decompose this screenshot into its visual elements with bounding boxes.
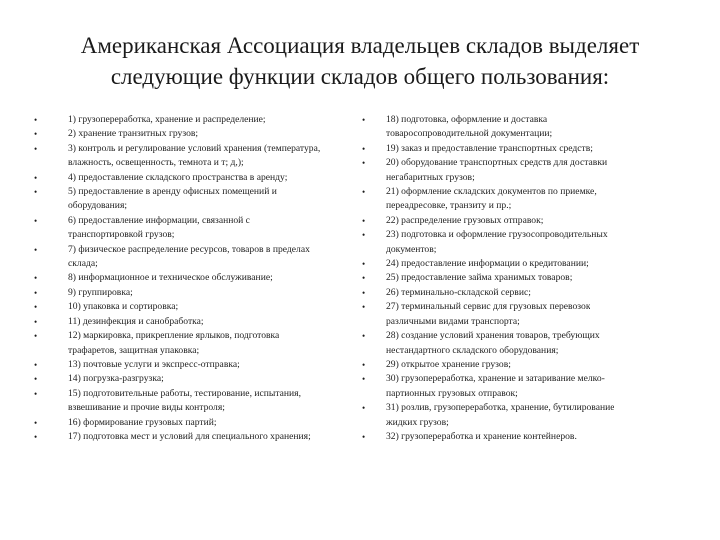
list-item-text xyxy=(386,286,531,300)
list-item xyxy=(362,185,682,214)
list-item-line: 12) маркировка, прикрепление ярлыков, подготовка xyxy=(68,330,280,342)
list-item-line: 9) группировка; xyxy=(68,286,133,298)
list-item-line: 30) грузопереработка, хранение и затаривание мелко- xyxy=(386,373,605,385)
list-item xyxy=(362,142,682,156)
list-item-line: 2) хранение транзитных грузов; xyxy=(68,128,199,140)
list-item-text xyxy=(68,171,287,185)
slide-title-line-1: Американская Ассоциация владельцев складов выделяет xyxy=(80,33,640,58)
bullet-icon: • xyxy=(362,359,366,370)
list-item xyxy=(362,214,682,228)
list-item-text xyxy=(386,430,577,444)
bullet-icon: • xyxy=(362,187,366,198)
list-item-line: 1) грузопереработка, хранение и распределение; xyxy=(68,114,266,125)
list-item-text xyxy=(68,329,279,358)
list-item xyxy=(362,286,682,300)
list-item xyxy=(362,401,682,430)
list-item xyxy=(34,358,364,372)
list-item-text xyxy=(386,271,572,285)
list-item-line: 10) упаковка и сортировка; xyxy=(68,301,179,313)
slide-title xyxy=(40,30,680,92)
bullet-icon: • xyxy=(362,431,366,442)
list-item-line: 6) предоставление информации, связанной с xyxy=(68,214,250,226)
list-item-line: 17) подготовка мест и условий для специального хранения; xyxy=(68,430,311,442)
list-item xyxy=(34,243,364,272)
list-item xyxy=(362,113,682,142)
list-item-text xyxy=(68,214,250,243)
list-item-text xyxy=(386,156,607,185)
bullet-icon: • xyxy=(34,215,38,226)
bullet-icon: • xyxy=(362,374,366,385)
list-item-line: 19) заказ и предоставление транспортных средств; xyxy=(386,142,593,154)
list-item-line: партионных грузовых отправок; xyxy=(386,387,518,399)
list-item xyxy=(34,113,364,127)
slide-title-line-2: следующие функции складов общего пользования: xyxy=(110,64,610,89)
list-item-text xyxy=(68,271,273,285)
list-item-text xyxy=(386,142,593,156)
list-item-text xyxy=(68,185,277,214)
list-item-line: влажность, освещенность, темнота и т; д,); xyxy=(68,157,244,169)
bullet-icon: • xyxy=(34,129,38,140)
list-item xyxy=(34,142,364,171)
list-item xyxy=(34,416,364,430)
list-item xyxy=(34,372,364,386)
bullet-icon: • xyxy=(34,302,38,313)
bullet-icon: • xyxy=(362,302,366,313)
list-item-line: нестандартного складского оборудования; xyxy=(386,344,559,356)
list-item xyxy=(362,300,682,329)
list-item-line: 14) погрузка-разгрузка; xyxy=(68,373,164,385)
list-item-text xyxy=(386,329,600,358)
list-item-text xyxy=(386,372,605,401)
list-item-line: склада; xyxy=(68,258,98,270)
list-item xyxy=(34,185,364,214)
list-item xyxy=(362,358,682,372)
list-item-line: переадресовке, транзиту и пр.; xyxy=(386,200,512,212)
list-item-text xyxy=(68,286,133,300)
list-item-line: транспортировкой грузов; xyxy=(68,229,175,241)
list-item xyxy=(34,300,364,314)
bullet-icon: • xyxy=(34,115,38,125)
bullet-icon: • xyxy=(34,244,38,255)
bullet-icon: • xyxy=(34,388,38,399)
list-item xyxy=(34,214,364,243)
list-item-line: оборудования; xyxy=(68,200,128,212)
list-item-text xyxy=(386,300,590,329)
list-item-text xyxy=(386,358,511,372)
list-item-line: 7) физическое распределение ресурсов, товаров в пределах xyxy=(68,243,310,255)
list-item-line: 27) терминальный сервис для грузовых перевозок xyxy=(386,301,591,313)
bullet-icon: • xyxy=(362,403,366,414)
list-item-line: документов; xyxy=(386,243,437,255)
list-item xyxy=(34,430,364,444)
list-item xyxy=(34,286,364,300)
list-item xyxy=(362,372,682,401)
bullet-icon: • xyxy=(34,431,38,442)
list-item-text xyxy=(68,372,164,386)
list-item xyxy=(362,257,682,271)
list-item xyxy=(34,271,364,285)
list-item xyxy=(362,271,682,285)
list-item-line: жидких грузов; xyxy=(386,416,449,428)
list-item-line: 23) подготовка и оформление грузосопроводительных xyxy=(386,229,608,241)
list-item xyxy=(362,430,682,444)
list-item-line: товаросопроводительной документации; xyxy=(386,128,553,140)
bullet-icon: • xyxy=(34,187,38,198)
bullet-icon: • xyxy=(362,273,366,284)
list-item-text xyxy=(386,401,614,430)
list-item-line: 13) почтовые услуги и экспресс-отправка; xyxy=(68,358,240,370)
bullet-icon: • xyxy=(34,316,38,327)
list-item-line: взвешивание и прочие виды контроля; xyxy=(68,402,225,414)
list-item-line: различными видами транспорта; xyxy=(386,315,520,327)
list-item-line: 4) предоставление складского пространства в аренду; xyxy=(68,171,288,183)
list-item-text xyxy=(68,387,301,416)
bullet-icon: • xyxy=(362,215,366,226)
list-item-line: 31) розлив, грузопереработка, хранение, бутилирование xyxy=(386,402,615,414)
bullet-icon: • xyxy=(34,172,38,183)
list-item-text xyxy=(386,113,552,142)
list-item-text xyxy=(68,142,320,171)
list-item xyxy=(34,171,364,185)
list-item-line: негабаритных грузов; xyxy=(386,171,475,183)
bullet-icon: • xyxy=(362,115,366,125)
list-item-line: 5) предоставление в аренду офисных помещений и xyxy=(68,186,277,198)
list-item-line: 11) дезинфекция и санобработка; xyxy=(68,315,204,327)
list-item-text xyxy=(386,185,597,214)
list-item xyxy=(362,156,682,185)
list-item-line: трафаретов, защитная упаковка; xyxy=(68,344,200,356)
list-item-text xyxy=(68,300,178,314)
list-item-text xyxy=(386,257,589,271)
list-item-text xyxy=(68,430,311,444)
bullet-icon: • xyxy=(34,374,38,385)
list-item-text xyxy=(68,315,204,329)
list-item-text xyxy=(68,416,217,430)
list-item-text xyxy=(386,228,608,257)
list-item-line: 21) оформление складских документов по приемке, xyxy=(386,186,597,198)
list-item xyxy=(362,228,682,257)
list-item xyxy=(34,315,364,329)
list-item-text xyxy=(68,127,198,141)
list-item-line: 24) предоставление информации о кредитовании; xyxy=(386,258,589,270)
list-item-line: 3) контроль и регулирование условий хранения (температура, xyxy=(68,142,321,154)
bullet-icon: • xyxy=(34,273,38,284)
bullet-icon: • xyxy=(362,143,366,154)
bullet-icon: • xyxy=(362,331,366,342)
bullet-icon: • xyxy=(34,287,38,298)
bullet-icon: • xyxy=(34,143,38,154)
list-item-line: 26) терминально-складской сервис; xyxy=(386,286,531,298)
list-item-line: 8) информационное и техническое обслуживание; xyxy=(68,272,273,284)
list-item-text xyxy=(68,113,266,127)
list-item xyxy=(34,387,364,416)
right-column-list xyxy=(362,113,682,444)
bullet-icon: • xyxy=(362,158,366,169)
list-item-line: 18) подготовка, оформление и доставка xyxy=(386,114,548,125)
list-item xyxy=(362,329,682,358)
left-column-list xyxy=(34,113,364,444)
list-item-line: 22) распределение грузовых отправок; xyxy=(386,214,544,226)
bullet-icon: • xyxy=(362,287,366,298)
bullet-icon: • xyxy=(34,331,38,342)
list-item-line: 28) создание условий хранения товаров, требующих xyxy=(386,330,600,342)
bullet-icon: • xyxy=(34,359,38,370)
bullet-icon: • xyxy=(34,417,38,428)
list-item-text xyxy=(386,214,543,228)
list-item-text xyxy=(68,243,310,272)
list-item xyxy=(34,127,364,141)
bullet-icon: • xyxy=(362,230,366,241)
list-item xyxy=(34,329,364,358)
list-item-text xyxy=(68,358,240,372)
list-item-line: 15) подготовительные работы, тестирование, испытания, xyxy=(68,387,301,399)
list-item-line: 16) формирование грузовых партий; xyxy=(68,416,217,428)
list-item-line: 32) грузопереработка и хранение контейнеров. xyxy=(386,430,577,442)
bullet-icon: • xyxy=(362,259,366,270)
list-item-line: 29) открытое хранение грузов; xyxy=(386,358,511,370)
list-item-line: 25) предоставление займа хранимых товаров; xyxy=(386,272,573,284)
list-item-line: 20) оборудование транспортных средств для доставки xyxy=(386,157,608,169)
